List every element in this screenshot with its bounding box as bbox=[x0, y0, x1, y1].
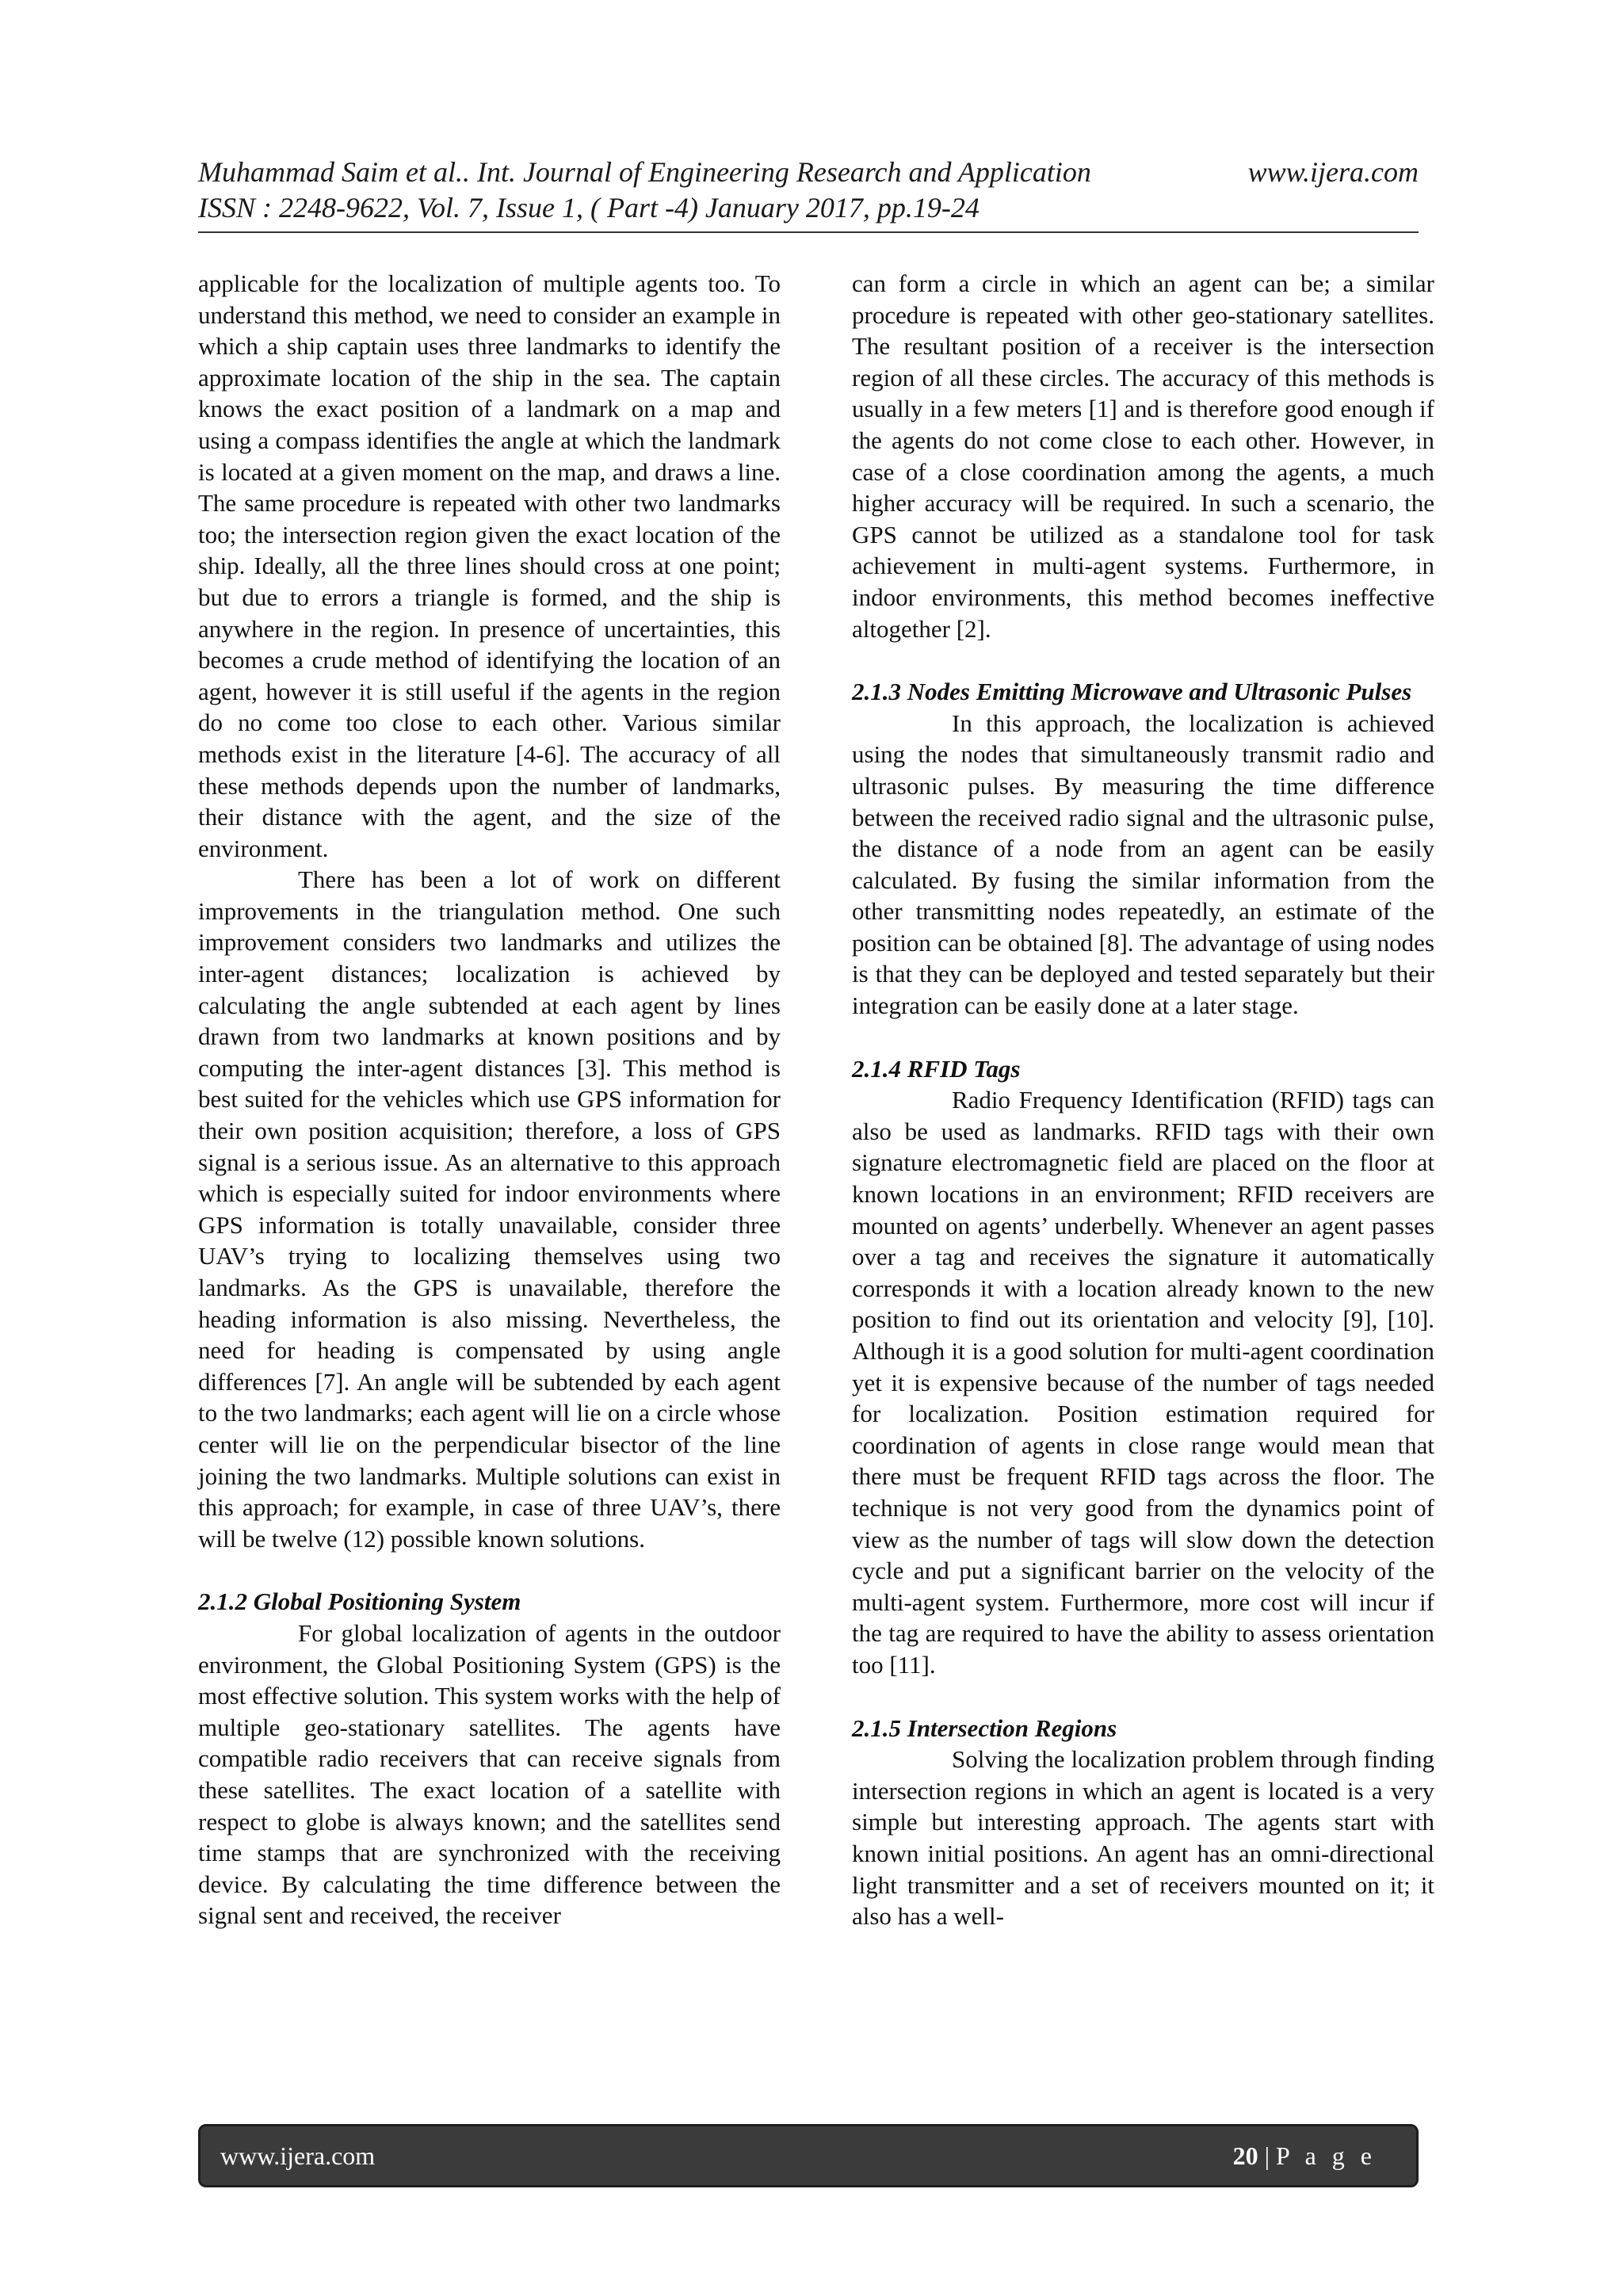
page-number-label bbox=[1233, 2141, 1377, 2171]
section-heading-2-1-5: 2.1.5 Intersection Regions bbox=[852, 1713, 1117, 1742]
left-column bbox=[198, 268, 781, 1931]
header-line-2 bbox=[198, 190, 1419, 226]
page-footer bbox=[198, 2124, 1419, 2187]
paragraph: can form a circle in which an agent can be; a similar procedure is repeated with other geo-stationary satellites. The resultant position of a receiver is the intersection region of all these circles. The accuracy of this methods is usually in a few meters [1] and is therefore good enough if the agents do not come close to each other. However, in case of a close coordination among the agents, a much higher accuracy will be required. In such a scenario, the GPS cannot be utilized as a standalone tool for task achievement in multi-agent systems. Furthermore, in indoor environments, this method becomes ineffective altogether [2]. bbox=[852, 269, 1434, 643]
paragraph: In this approach, the localization is achieved using the nodes that simultaneously transmit radio and ultrasonic pulses. By measuring the time difference between the received radio signal and the ultrasonic pulse, the distance of a node from an agent can be easily calculated. By fusing the similar information from the other transmitting nodes repeatedly, an estimate of the position can be obtained [8]. The advantage of using nodes is that they can be deployed and tested separately but their integration can be easily done at a later stage. bbox=[852, 709, 1434, 1020]
journal-citation: Muhammad Saim et al.. Int. Journal of Engineering Research and Application bbox=[198, 156, 1091, 188]
header-line-1 bbox=[198, 155, 1419, 190]
running-header bbox=[198, 155, 1419, 226]
paragraph: For global localization of agents in the outdoor environment, the Global Positioning System (GPS) is the most effective solution. This system works with the help of multiple geo-stationary satellites. The agents have compatible radio receivers that can receive signals from these satellites. The exact location of a satellite with respect to globe is always known; and the satellites send time stamps that are synchronized with the receiving device. By calculating the time difference between the signal sent and received, the receiver bbox=[198, 1618, 781, 1930]
section-spacer bbox=[852, 1681, 1434, 1713]
paragraph: Radio Frequency Identification (RFID) tags can also be used as landmarks. RFID tags with their own signature electromagnetic field are placed on the floor at known locations in an environment; RFID receivers are mounted on agents’ underbelly. Whenever an agent passes over a tag and receives the signature it automatically corresponds it with a location already known to the new position to find out its orientation and velocity [9], [10]. Although it is a good solution for multi-agent coordination yet it is expensive because of the number of tags needed for localization. Position estimation required for coordination of agents in close range would mean that there must be frequent RFID tags across the floor. The technique is not very good from the dynamics point of view as the number of tags will slow down the detection cycle and put a significant barrier on the velocity of the multi-agent system. Furthermore, more cost will incur if the tag are required to have the ability to assess orientation too [11]. bbox=[852, 1086, 1434, 1679]
paragraph: There has been a lot of work on different improvements in the triangulation method. One such improvement considers two landmarks and utilizes the inter-agent distances; localization is achieved by calculating the angle subtended at each agent by lines drawn from two landmarks at known positions and by computing the inter-agent distances [3]. This method is best suited for the vehicles which use GPS information for their own position acquisition; therefore, a loss of GPS signal is a serious issue. As an alternative to this approach which is especially suited for indoor environments where GPS information is totally unavailable, consider three UAV’s trying to localizing themselves using two landmarks. As the GPS is unavailable, therefore the heading information is also missing. Nevertheless, the need for heading is compensated by using angle differences [7]. An angle will be subtended by each agent to the two landmarks; each agent will lie on a circle whose center will lie on the perpendicular bisector of the line joining the two landmarks. Multiple solutions can exist in this approach; for example, in case of three UAV’s, there will be twelve (12) possible known solutions. bbox=[198, 865, 781, 1553]
section-heading-2-1-2: 2.1.2 Global Positioning System bbox=[198, 1587, 521, 1616]
header-website: www.ijera.com bbox=[1247, 156, 1419, 188]
paragraph: applicable for the localization of multiple agents too. To understand this method, we need to consider an example in which a ship captain uses three landmarks to identify the approximate location of the ship in the sea. The captain knows the exact position of a landmark on a map and using a compass identifies the angle at which the landmark is located at a given moment on the map, and draws a line. The same procedure is repeated with other two landmarks too; the intersection region given the exact location of the ship. Ideally, all the three lines should cross at one point; but due to errors a triangle is formed, and the ship is anywhere in the region. In presence of uncertainties, this becomes a crude method of identifying the location of an agent, however it is still useful if the agents in the region do no come too close to each other. Various similar methods exist in the literature [4-6]. The accuracy of all these methods depends upon the number of landmarks, their distance with the agent, and the size of the environment. bbox=[198, 269, 781, 862]
header-divider bbox=[198, 231, 1419, 233]
page-word: P a g e bbox=[1275, 2141, 1377, 2170]
footer-website: www.ijera.com bbox=[220, 2141, 376, 2170]
right-column bbox=[852, 268, 1434, 1932]
section-spacer bbox=[852, 644, 1434, 676]
section-spacer bbox=[852, 1022, 1434, 1053]
issn-citation: ISSN : 2248-9622, Vol. 7, Issue 1, ( Part -4) January 2017, pp.19-24 bbox=[198, 192, 980, 223]
page-separator: | bbox=[1258, 2141, 1276, 2170]
section-heading-2-1-4: 2.1.4 RFID Tags bbox=[852, 1054, 1021, 1083]
section-spacer bbox=[198, 1554, 781, 1586]
page-number: 20 bbox=[1232, 2141, 1258, 2170]
section-heading-2-1-3: 2.1.3 Nodes Emitting Microwave and Ultrasonic Pulses bbox=[852, 678, 1412, 706]
paragraph: Solving the localization problem through finding intersection regions in which an agent is located is a very simple but interesting approach. The agents start with known initial positions. An agent has an omni-directional light transmitter and a set of receivers mounted on it; it also has a well- bbox=[852, 1745, 1434, 1931]
